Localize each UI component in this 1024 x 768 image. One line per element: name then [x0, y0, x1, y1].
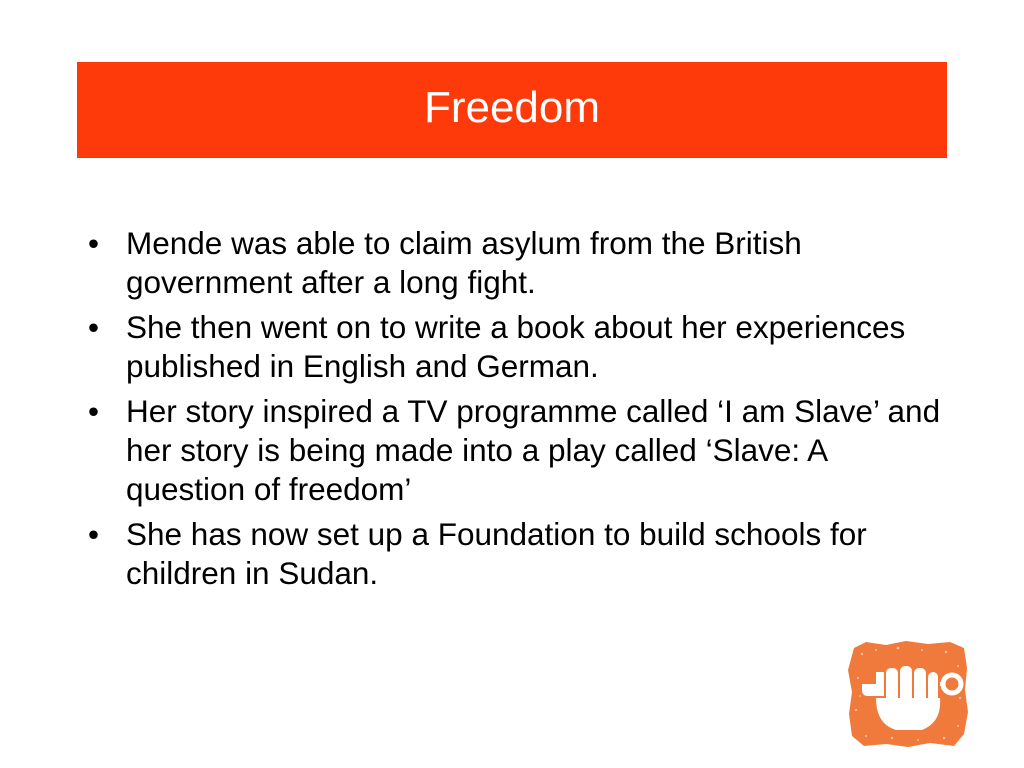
bullet-item [86, 224, 946, 302]
bullet-text: She then went on to write a book about her experiences published in English and German. [126, 309, 906, 384]
bullet-text: Her story inspired a TV programme called ‘I am Slave’ and her story is being made into a play called ‘Slave: A question of freedom’ [126, 393, 941, 507]
bullet-marker: • [88, 225, 100, 261]
bullet-item [86, 392, 946, 509]
slide-title: Freedom [423, 83, 601, 132]
bullet-marker: • [88, 309, 100, 345]
raised-fist-logo-icon [846, 638, 970, 750]
bullet-text: Mende was able to claim asylum from the British government after a long fight. [126, 225, 802, 300]
bullet-marker: • [88, 393, 100, 429]
bullet-text: She has now set up a Foundation to build schools for children in Sudan. [126, 516, 867, 591]
bullet-marker: • [88, 516, 100, 552]
bullet-item [86, 308, 946, 386]
title-bar [77, 62, 947, 158]
bullet-item [86, 515, 946, 593]
bullet-list [86, 224, 946, 599]
